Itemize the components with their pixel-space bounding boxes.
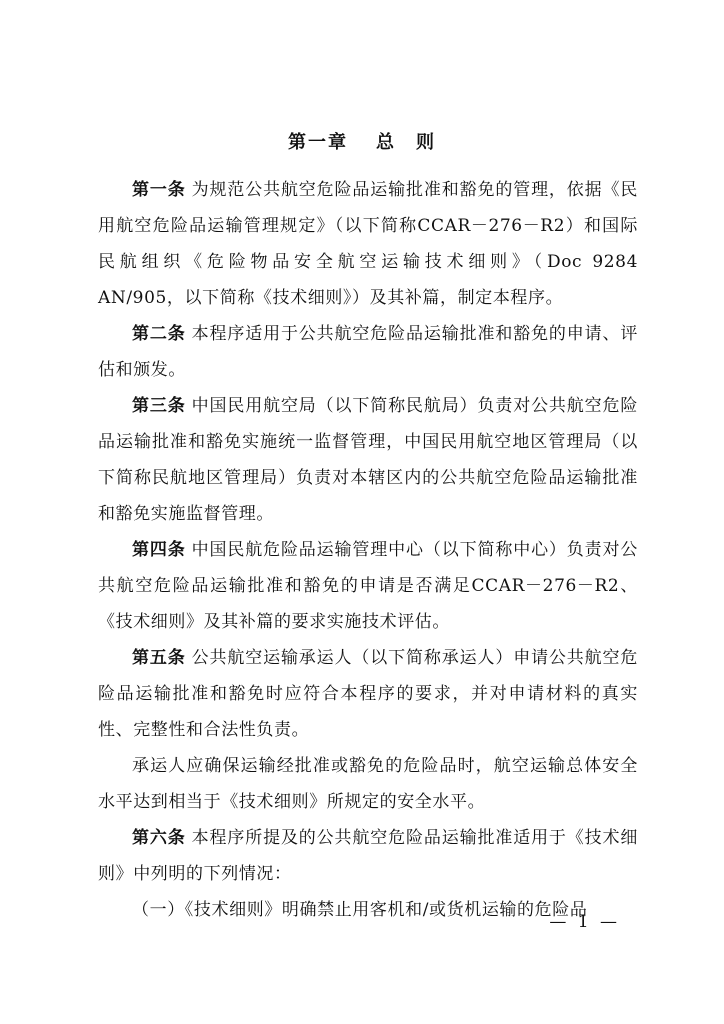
article-1 <box>98 172 638 316</box>
article-5-continued <box>98 748 638 820</box>
article-2 <box>98 316 638 388</box>
page-number: — 1 — <box>549 912 620 932</box>
article-label: 第四条 <box>132 540 186 560</box>
chapter-number: 第一章 <box>288 132 348 153</box>
article-label: 第三条 <box>132 396 186 416</box>
article-label: 第二条 <box>132 324 186 344</box>
paragraph-text: （一）《技术细则》明确禁止用客机和/或货机运输的危险品 <box>132 900 588 920</box>
chapter-heading <box>0 128 724 154</box>
article-text: 中国民用航空局（以下简称民航局）负责对公共航空危险品运输批准和豁免实施统一监督管理，中国民用航空地区管理局（以下简称民航地区管理局）负责对本辖区内的公共航空危险品运输批准和豁免实施监督管理。 <box>98 396 638 524</box>
body-text <box>98 172 638 928</box>
paragraph-text: 承运人应确保运输经批准或豁免的危险品时，航空运输总体安全水平达到相当于《技术细则》所规定的安全水平。 <box>98 756 638 812</box>
article-label: 第五条 <box>132 648 186 668</box>
article-5 <box>98 640 638 748</box>
article-text: 中国民航危险品运输管理中心（以下简称中心）负责对公共航空危险品运输批准和豁免的申请是否满足CCAR－276－R2、《技术细则》及其补篇的要求实施技术评估。 <box>98 540 638 632</box>
chapter-title: 总 则 <box>376 132 436 153</box>
article-text: 本程序所提及的公共航空危险品运输批准适用于《技术细则》中列明的下列情况： <box>98 828 638 884</box>
article-text: 为规范公共航空危险品运输批准和豁免的管理，依据《民用航空危险品运输管理规定》（以下简称CCAR－276－R2）和国际民航组织《危险物品安全航空运输技术细则》（Doc 9284 AN/905，以下简称《技术细则》）及其补篇，制定本程序。 <box>98 180 638 308</box>
article-label: 第六条 <box>132 828 186 848</box>
article-4 <box>98 532 638 640</box>
article-text: 本程序适用于公共航空危险品运输批准和豁免的申请、评估和颁发。 <box>98 324 638 380</box>
article-6 <box>98 820 638 892</box>
article-3 <box>98 388 638 532</box>
article-label: 第一条 <box>132 180 186 200</box>
article-text: 公共航空运输承运人（以下简称承运人）申请公共航空危险品运输批准和豁免时应符合本程序的要求，并对申请材料的真实性、完整性和合法性负责。 <box>98 648 638 740</box>
